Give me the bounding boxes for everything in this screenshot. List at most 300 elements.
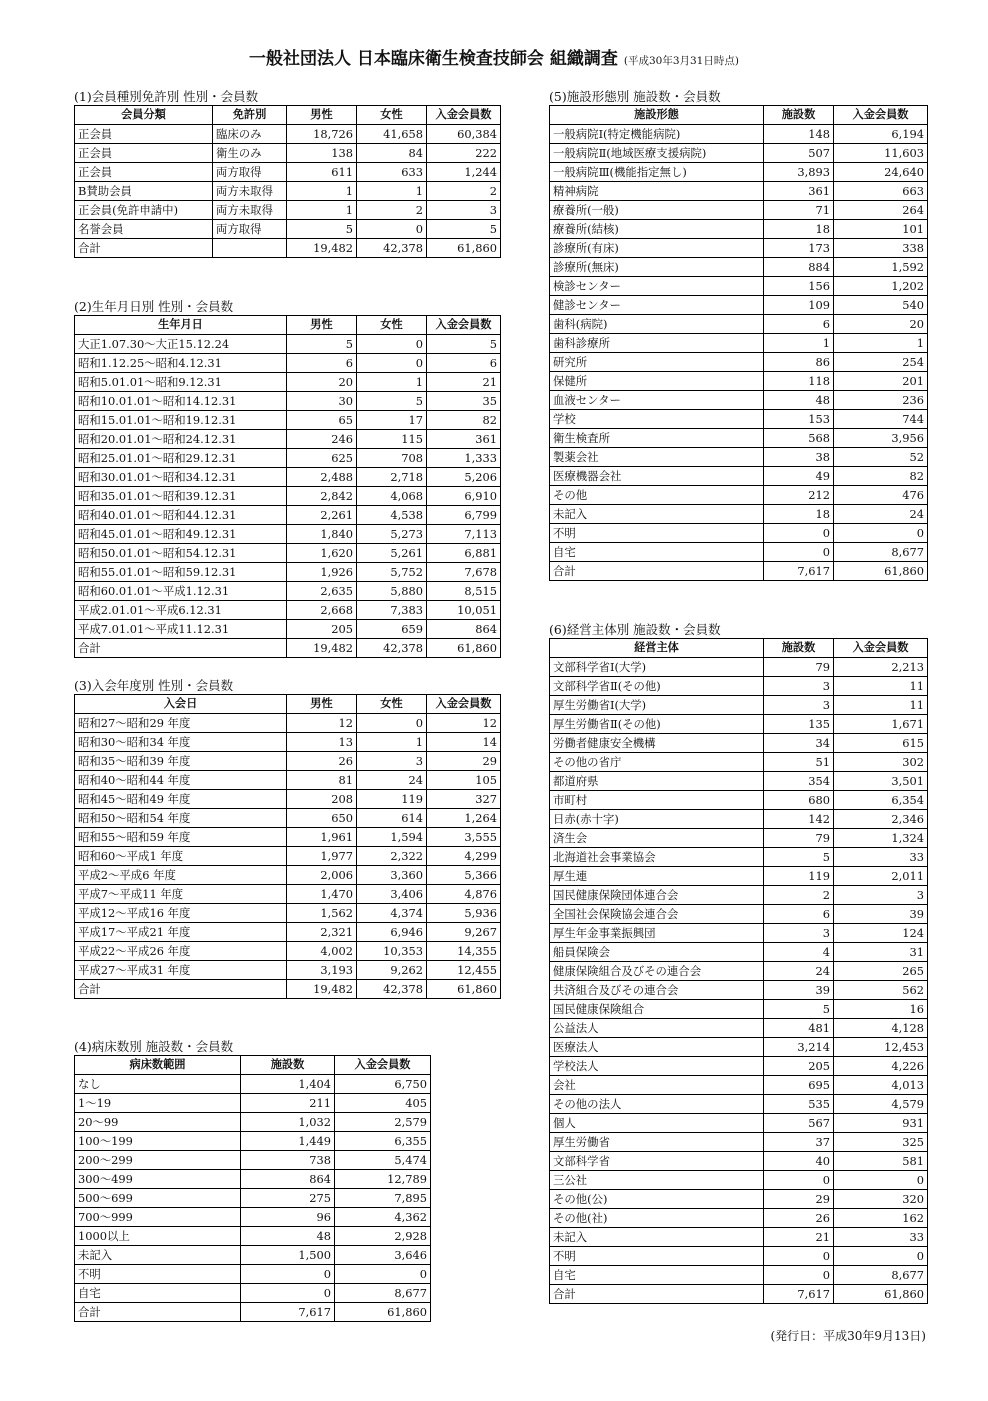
table-cell: 2,668 <box>287 601 357 620</box>
table-cell: 昭和1.12.25～昭和4.12.31 <box>75 354 287 373</box>
table-cell: 1,594 <box>357 828 427 847</box>
table-row <box>75 601 501 620</box>
table-cell: 1,202 <box>834 277 928 296</box>
table-row <box>75 752 501 771</box>
table-cell: 公益法人 <box>550 1019 764 1038</box>
table-cell: 162 <box>834 1209 928 1228</box>
table-cell: 18 <box>764 505 834 524</box>
table-row <box>75 942 501 961</box>
table-row <box>75 182 501 201</box>
table-row <box>75 411 501 430</box>
table-cell: 2,842 <box>287 487 357 506</box>
table-cell: 1 <box>357 733 427 752</box>
table-cell: 567 <box>764 1114 834 1133</box>
table-cell: 1,324 <box>834 829 928 848</box>
table-cell: 201 <box>834 372 928 391</box>
table-cell: 2,635 <box>287 582 357 601</box>
table-row <box>75 563 501 582</box>
column-header: 免許別 <box>213 106 287 125</box>
table-cell: 142 <box>764 810 834 829</box>
table-cell: 39 <box>764 981 834 1000</box>
table-cell: 84 <box>357 144 427 163</box>
table-row <box>75 1094 431 1113</box>
table-cell: 361 <box>764 182 834 201</box>
table-cell: 5 <box>764 848 834 867</box>
table-cell: 昭和35.01.01～昭和39.12.31 <box>75 487 287 506</box>
table-row <box>75 201 501 220</box>
table-row <box>75 1151 431 1170</box>
table-row <box>550 734 928 753</box>
table-cell: 5 <box>427 220 501 239</box>
table-cell: 研究所 <box>550 353 764 372</box>
table-cell: 合計 <box>550 562 764 581</box>
table-cell: 2,928 <box>335 1227 431 1246</box>
table-cell: 5,366 <box>427 866 501 885</box>
table-cell: 51 <box>764 753 834 772</box>
table-row <box>550 315 928 334</box>
table-row <box>550 943 928 962</box>
section-caption: (6)経営主体別 施設数・会員数 <box>549 622 721 637</box>
table-cell: 20 <box>834 315 928 334</box>
table-row <box>550 429 928 448</box>
table-cell: 昭和20.01.01～昭和24.12.31 <box>75 430 287 449</box>
header-row <box>75 106 501 125</box>
table-cell: 3,406 <box>357 885 427 904</box>
table-cell: 4,362 <box>335 1208 431 1227</box>
table-cell: 42,378 <box>357 980 427 999</box>
table-row <box>550 201 928 220</box>
table-row <box>550 1114 928 1133</box>
table-cell: 昭和50～昭和54 年度 <box>75 809 287 828</box>
table-cell: 4,226 <box>834 1057 928 1076</box>
table-cell: 市町村 <box>550 791 764 810</box>
table-cell: 衛生検査所 <box>550 429 764 448</box>
table-cell: 48 <box>764 391 834 410</box>
table-cell: 4,876 <box>427 885 501 904</box>
table-cell: 7,678 <box>427 563 501 582</box>
table-row <box>550 1133 928 1152</box>
table-cell: 148 <box>764 125 834 144</box>
table-cell: 300～499 <box>75 1170 241 1189</box>
table-cell: 厚生年金事業振興団 <box>550 924 764 943</box>
management-table <box>549 638 928 1304</box>
section-caption: (2)生年月日別 性別・会員数 <box>74 299 234 314</box>
table-row <box>75 430 501 449</box>
table-cell: 119 <box>357 790 427 809</box>
table-cell: 自宅 <box>550 543 764 562</box>
table-cell: 昭和40.01.01～昭和44.12.31 <box>75 506 287 525</box>
table-cell: 138 <box>287 144 357 163</box>
table-cell: 4,128 <box>834 1019 928 1038</box>
table-cell: 212 <box>764 486 834 505</box>
title-date: (平成30年3月31日時点) <box>623 55 739 67</box>
table-cell: 3 <box>427 201 501 220</box>
table-row <box>75 828 501 847</box>
table-row <box>75 1075 431 1094</box>
table-cell: その他の法人 <box>550 1095 764 1114</box>
table-cell: 118 <box>764 372 834 391</box>
table-cell: 10,353 <box>357 942 427 961</box>
table-cell: 3 <box>764 696 834 715</box>
table-cell: 81 <box>287 771 357 790</box>
table-row <box>550 1171 928 1190</box>
table-cell: 国民健康保険組合 <box>550 1000 764 1019</box>
table-row <box>75 220 501 239</box>
table-row <box>550 1038 928 1057</box>
table-cell: 昭和27～昭和29 年度 <box>75 714 287 733</box>
table-cell: 厚生労働省Ⅱ(その他) <box>550 715 764 734</box>
table-cell: 205 <box>287 620 357 639</box>
table-cell: 3 <box>834 886 928 905</box>
table-cell: 両方取得 <box>213 220 287 239</box>
table-cell: 625 <box>287 449 357 468</box>
table-cell: 11,603 <box>834 144 928 163</box>
table-cell: 6,194 <box>834 125 928 144</box>
table-cell: 884 <box>764 258 834 277</box>
table-cell: 7,617 <box>241 1303 335 1322</box>
table-cell: 42,378 <box>357 639 427 658</box>
table-cell: 327 <box>427 790 501 809</box>
table-cell: 19,482 <box>287 639 357 658</box>
table-cell: 211 <box>241 1094 335 1113</box>
table-cell: 労働者健康安全機構 <box>550 734 764 753</box>
table-cell: 3,214 <box>764 1038 834 1057</box>
table-cell: 療養所(一般) <box>550 201 764 220</box>
table-cell: 大正1.07.30～大正15.12.24 <box>75 335 287 354</box>
table-row <box>550 962 928 981</box>
table-row <box>75 904 501 923</box>
table-cell: 済生会 <box>550 829 764 848</box>
table-cell: 6,355 <box>335 1132 431 1151</box>
table-cell: 未記入 <box>550 505 764 524</box>
table-cell: 663 <box>834 182 928 201</box>
table-cell: 療養所(結核) <box>550 220 764 239</box>
table-cell: 2,718 <box>357 468 427 487</box>
table-cell: 共済組合及びその連合会 <box>550 981 764 1000</box>
table-cell: 2 <box>427 182 501 201</box>
table-cell: 1000以上 <box>75 1227 241 1246</box>
table-cell: 12,453 <box>834 1038 928 1057</box>
table-cell: 708 <box>357 449 427 468</box>
table-cell: 1,592 <box>834 258 928 277</box>
table-cell: 9,262 <box>357 961 427 980</box>
header-row <box>75 695 501 714</box>
table-cell: 4,068 <box>357 487 427 506</box>
table-cell: 診療所(有床) <box>550 239 764 258</box>
section-caption: (4)病床数別 施設数・会員数 <box>74 1039 234 1054</box>
table-cell: 13 <box>287 733 357 752</box>
table-cell: 6,881 <box>427 544 501 563</box>
table-cell: 合計 <box>75 1303 241 1322</box>
table-row <box>75 544 501 563</box>
table-row <box>550 1000 928 1019</box>
table-cell: 1 <box>357 182 427 201</box>
table-cell: 320 <box>834 1190 928 1209</box>
table-cell: 581 <box>834 1152 928 1171</box>
table-row <box>550 753 928 772</box>
section-caption: (5)施設形態別 施設数・会員数 <box>549 89 721 104</box>
table-cell: 会社 <box>550 1076 764 1095</box>
table-cell: 名誉会員 <box>75 220 213 239</box>
table-cell: 4,002 <box>287 942 357 961</box>
table-cell: 275 <box>241 1189 335 1208</box>
join-year-table <box>74 694 501 999</box>
table-cell: 2 <box>357 201 427 220</box>
table-cell: 1,333 <box>427 449 501 468</box>
column-header: 会員分類 <box>75 106 213 125</box>
table-cell: 8,677 <box>335 1284 431 1303</box>
table-cell: 都道府県 <box>550 772 764 791</box>
table-cell: 3,193 <box>287 961 357 980</box>
table-cell: 8,677 <box>834 543 928 562</box>
table-cell: 診療所(無床) <box>550 258 764 277</box>
table-cell: 1,926 <box>287 563 357 582</box>
table-cell: 14,355 <box>427 942 501 961</box>
table-cell: 611 <box>287 163 357 182</box>
header-row <box>550 106 928 125</box>
table-cell: 86 <box>764 353 834 372</box>
table-cell: 246 <box>287 430 357 449</box>
table-cell: 96 <box>241 1208 335 1227</box>
table-cell: 24,640 <box>834 163 928 182</box>
table-row <box>75 1113 431 1132</box>
table-cell: 119 <box>764 867 834 886</box>
table-cell: 一般病院Ⅰ(特定機能病院) <box>550 125 764 144</box>
table-cell: 3,360 <box>357 866 427 885</box>
column-header: 入金会員数 <box>834 639 928 658</box>
table-cell: 26 <box>764 1209 834 1228</box>
table-cell: 昭和10.01.01～昭和14.12.31 <box>75 392 287 411</box>
table-cell: 1,620 <box>287 544 357 563</box>
table-cell: B賛助会員 <box>75 182 213 201</box>
table-row <box>550 1266 928 1285</box>
table-cell: 0 <box>834 1171 928 1190</box>
table-cell: 12,455 <box>427 961 501 980</box>
table-row <box>550 448 928 467</box>
table-cell: 昭和15.01.01～昭和19.12.31 <box>75 411 287 430</box>
column-header: 男性 <box>287 316 357 335</box>
table-cell: 7,895 <box>335 1189 431 1208</box>
table-cell: 11 <box>834 677 928 696</box>
table-cell: 65 <box>287 411 357 430</box>
table-cell: 16 <box>834 1000 928 1019</box>
header-row <box>75 1056 431 1075</box>
table-cell: 正会員(免許申請中) <box>75 201 213 220</box>
table-row <box>550 163 928 182</box>
table-cell: 個人 <box>550 1114 764 1133</box>
table-cell: 26 <box>287 752 357 771</box>
table-cell: 33 <box>834 1228 928 1247</box>
column-header: 女性 <box>357 695 427 714</box>
table-cell: 厚生労働省 <box>550 1133 764 1152</box>
table-cell: 82 <box>834 467 928 486</box>
table-cell: 61,860 <box>335 1303 431 1322</box>
table-cell: 18,726 <box>287 125 357 144</box>
table-row <box>550 410 928 429</box>
table-cell: 71 <box>764 201 834 220</box>
table-cell: 20 <box>287 373 357 392</box>
table-cell: 79 <box>764 658 834 677</box>
table-row <box>550 905 928 924</box>
issue-date: (発行日：平成30年9月13日) <box>770 1329 926 1343</box>
table-row <box>550 696 928 715</box>
table-cell: 4,374 <box>357 904 427 923</box>
table-cell: 健康保険組合及びその連合会 <box>550 962 764 981</box>
table-row <box>75 354 501 373</box>
table-cell: 19,482 <box>287 980 357 999</box>
table-cell: 未記入 <box>550 1228 764 1247</box>
column-header: 女性 <box>357 316 427 335</box>
table-row <box>75 144 501 163</box>
table-cell: 5,936 <box>427 904 501 923</box>
table-row <box>550 296 928 315</box>
total-row <box>75 239 501 258</box>
table-cell: 41,658 <box>357 125 427 144</box>
column-header: 女性 <box>357 106 427 125</box>
table-cell: 2,213 <box>834 658 928 677</box>
table-cell: 両方未取得 <box>213 182 287 201</box>
table-cell: 1 <box>287 201 357 220</box>
table-cell: 302 <box>834 753 928 772</box>
table-row <box>550 791 928 810</box>
section-join-year <box>74 677 501 999</box>
table-row <box>550 277 928 296</box>
table-cell: 1 <box>357 373 427 392</box>
table-cell: 健診センター <box>550 296 764 315</box>
table-cell: 6 <box>287 354 357 373</box>
table-row <box>75 487 501 506</box>
table-cell: 864 <box>427 620 501 639</box>
birthdate-table <box>74 315 501 658</box>
table-cell: 42,378 <box>357 239 427 258</box>
table-row <box>550 715 928 734</box>
table-cell: 659 <box>357 620 427 639</box>
table-row <box>75 961 501 980</box>
table-cell: 5 <box>764 1000 834 1019</box>
column-header: 病床数範囲 <box>75 1056 241 1075</box>
table-cell: 0 <box>357 220 427 239</box>
table-cell: 264 <box>834 201 928 220</box>
table-cell: 695 <box>764 1076 834 1095</box>
table-row <box>550 867 928 886</box>
table-cell: 7,617 <box>764 562 834 581</box>
table-cell: 405 <box>335 1094 431 1113</box>
table-row <box>75 125 501 144</box>
table-cell: 自宅 <box>75 1284 241 1303</box>
table-cell: 61,860 <box>834 1285 928 1304</box>
table-cell: 4 <box>764 943 834 962</box>
table-row <box>75 163 501 182</box>
table-cell: 臨床のみ <box>213 125 287 144</box>
table-row <box>75 449 501 468</box>
table-cell: 1 <box>764 334 834 353</box>
table-row <box>550 334 928 353</box>
table-cell: 2,488 <box>287 468 357 487</box>
table-row <box>550 486 928 505</box>
table-cell: 0 <box>764 1171 834 1190</box>
section-membership-type <box>74 88 501 258</box>
table-cell: 6,799 <box>427 506 501 525</box>
table-cell: 79 <box>764 829 834 848</box>
table-cell: 0 <box>357 335 427 354</box>
table-cell: 文部科学省Ⅱ(その他) <box>550 677 764 696</box>
table-cell: 30 <box>287 392 357 411</box>
table-cell: 2,006 <box>287 866 357 885</box>
table-row <box>550 1095 928 1114</box>
table-cell: 日赤(赤十字) <box>550 810 764 829</box>
table-row <box>75 809 501 828</box>
table-cell: 昭和60.01.01～平成1.12.31 <box>75 582 287 601</box>
table-cell: 検診センター <box>550 277 764 296</box>
table-cell: 200～299 <box>75 1151 241 1170</box>
table-cell: 昭和55.01.01～昭和59.12.31 <box>75 563 287 582</box>
table-row <box>75 373 501 392</box>
table-row <box>550 1209 928 1228</box>
table-cell: 6 <box>764 905 834 924</box>
table-cell: 6 <box>764 315 834 334</box>
table-cell: 学校 <box>550 410 764 429</box>
table-cell: 0 <box>764 1247 834 1266</box>
table-cell: 17 <box>357 411 427 430</box>
table-cell: 115 <box>357 430 427 449</box>
table-cell: 205 <box>764 1057 834 1076</box>
table-cell: 0 <box>357 354 427 373</box>
table-cell: 82 <box>427 411 501 430</box>
table-cell: 5,880 <box>357 582 427 601</box>
table-cell: 5 <box>287 335 357 354</box>
table-row <box>550 1152 928 1171</box>
table-cell: 236 <box>834 391 928 410</box>
table-cell: 24 <box>357 771 427 790</box>
membership-type-table <box>74 105 501 258</box>
table-cell: 合計 <box>75 639 287 658</box>
table-cell: 船員保険会 <box>550 943 764 962</box>
table-cell: 4,299 <box>427 847 501 866</box>
table-row <box>550 543 928 562</box>
table-cell: 三公社 <box>550 1171 764 1190</box>
column-header: 入金会員数 <box>834 106 928 125</box>
table-row <box>550 810 928 829</box>
table-row <box>550 1076 928 1095</box>
table-cell: 昭和60～平成1 年度 <box>75 847 287 866</box>
table-cell: 744 <box>834 410 928 429</box>
table-cell: 平成17～平成21 年度 <box>75 923 287 942</box>
table-cell: 124 <box>834 924 928 943</box>
table-row <box>550 772 928 791</box>
table-cell: 12 <box>427 714 501 733</box>
table-row <box>550 524 928 543</box>
table-cell: 650 <box>287 809 357 828</box>
table-row <box>550 981 928 1000</box>
table-cell: 11 <box>834 696 928 715</box>
table-cell: 昭和40～昭和44 年度 <box>75 771 287 790</box>
column-header: 入金会員数 <box>427 316 501 335</box>
table-cell: 厚生労働省Ⅰ(大学) <box>550 696 764 715</box>
table-cell: 自宅 <box>550 1266 764 1285</box>
table-cell: 1,404 <box>241 1075 335 1094</box>
table-row <box>75 335 501 354</box>
table-cell: 60,384 <box>427 125 501 144</box>
table-cell: 6,910 <box>427 487 501 506</box>
table-cell: 昭和30.01.01～昭和34.12.31 <box>75 468 287 487</box>
table-cell: 2,011 <box>834 867 928 886</box>
table-cell: 血液センター <box>550 391 764 410</box>
table-cell: 平成12～平成16 年度 <box>75 904 287 923</box>
table-cell: 3,956 <box>834 429 928 448</box>
table-cell: 105 <box>427 771 501 790</box>
table-cell: 31 <box>834 943 928 962</box>
table-cell: 535 <box>764 1095 834 1114</box>
